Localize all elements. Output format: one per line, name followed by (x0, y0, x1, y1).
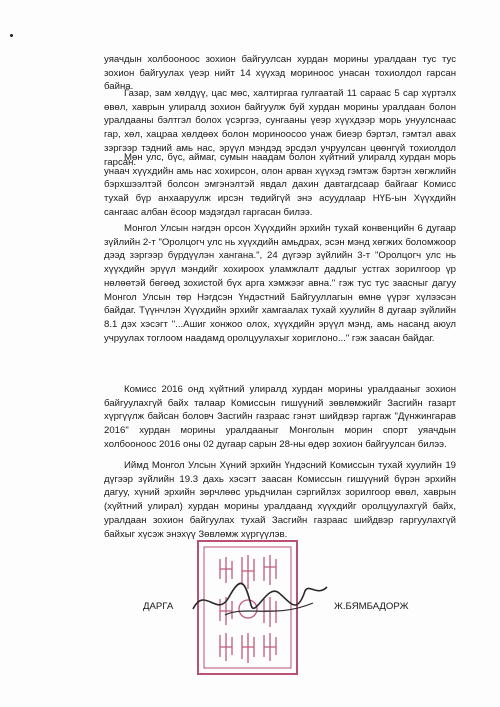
paragraph-6: Иймд Монгол Улсын Хүний эрхийн Үндэсний Комиссын тухай хуулийн 19 дүгээр зүйлийн 19.3 дахь хэсэгт заасан Комиссын гишүүний бүрэн эрхийн дагуу, хүний эрхийн зөрчлөөс урьдчилан сэргийлэх зорилгоор өвөл, хаврын (хүйтний улирал) хурдан морины уралдаанд хүүхдийг оролцуулахгүй байх, уралдаан зохион байгуулах тухай Засгийн газраас шийдвэр гаргуулахгүй байхыг хүсэж энэхүү Зөвлөмж хүргүүлэв. (104, 460, 456, 540)
page-mark (10, 34, 13, 37)
signatory-role: ДАРГА (143, 601, 174, 612)
paragraph-4: Монгол Улсын нэгдэн орсон Хүүхдийн эрхийн тухай конвенцийн 6 дугаар зүйлийн 2-т "Оролцогч улс нь хүүхдийн амьдрах, эсэн мэнд хөгжих боломжоор дээд зэргээр бүрдүүлэн хангана.", 24 дүгээр зүйлийн 3-т "Оролцогч улс нь хүүхдийн эрүүл мэндийг хохироох уламжлалт дадлыг устгах зорилгоор үр нөлөөтэй бөгөөд зохистой бүх арга хэмжээг авна." гэж тус тус заасныг дагуу Монгол Улсын төр Нэгдсэн Үндэстний Байгууллагын өмнө үүрэг хүлээсэн байдаг. Түүнчлэн Хүүхдийн эрхийг хамгаалах тухай хуулийн 8 дугаар зүйлийн 8.1 дэх хэсэгт "...Ашиг хонжоо олох, хүүхдийн эрүүл мэнд, амь насанд аюул учруулах тоглоом наадамд оролцуулахыг хориглоно..." гэж заасан байдаг. (104, 223, 456, 344)
paragraph-2: Газар, зам хөлдүү, цас мөс, халтиргаа гулгаатай 11 сараас 5 сар хүртэлх өвөл, хаврын улиралд зохион байгуулж буй хурдан морины уралдаан болон уралдааны бэлтгэл болох үсэргээ, сунгааны үеэр хүүхдээр морь унуулснаас гар, хөл, хацраа хөлдөөх болон мориноосоо унаж биеэр бэртэл, гэмтэл авах зэргээр тэдний амь нас, эрүүл мэндэд эрсдэл учруулсан цөөнгүй тохиолдол гарсан. (104, 88, 456, 168)
signature-block (0, 591, 500, 631)
paragraph-1: уяачдын холбоонооc зохион байгуулсан хурдан морины уралдаан тус тус зохион байгуулах үеэр нийт 14 хүүхэд мориноос унасан тохиолдол гарсан байна. (104, 54, 456, 93)
signatory-name: Ж.БЯМБАДОРЖ (334, 601, 409, 612)
paragraph-5: Комисс 2016 онд хүйтний улиралд хурдан морины уралдааныг зохион байгуулахгүй байх талаар Комиссын гишүүний зөвлөмжийг Засгийн газарт хүргүүлж байсан боловч Засгийн газраас гэнэт шийдвэр гаргаж "Дүнжингарав 2016" хурдан морины уралдааныг Монголын морин спорт уяачдын холбоонооc 2016 оны 02 дугаар сарын 28-ны өдөр зохион байгуулсан билээ. (104, 384, 456, 450)
paragraph-3: Мөн улс, бүс, аймаг, сумын наадам болон хүйтний улиралд хурдан морь унаач хүүхдийн амь нас хохирсон, олон арван хүүхэд гэмтэж бэртэн хөгжлийн бэрхшээлтэй болсон эмгэнэлтэй явдал дахин давтагдсаар байгааг Комисс тухай бүр анхааруулж ирсэн төдийгүй энэ асуудлаар НҮБ-ын Хүүхдийн сангаас албан ёсоор мэдэгдэл гаргасан билээ. (104, 152, 456, 218)
